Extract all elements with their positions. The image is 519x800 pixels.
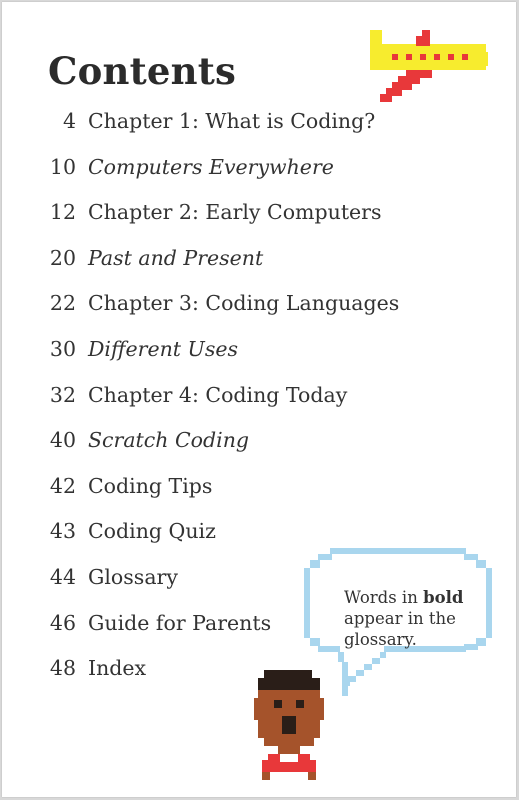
bubble-text-line1: Words in bbox=[344, 588, 424, 607]
toc-entry bbox=[2, 200, 422, 232]
toc-entry bbox=[2, 428, 422, 460]
toc-entry-label: Scratch Coding bbox=[88, 428, 250, 453]
toc-entry bbox=[2, 337, 422, 369]
toc-entry-label: Past and Present bbox=[88, 245, 264, 270]
toc-entry-label: Computers Everywhere bbox=[88, 154, 334, 179]
bubble-bold-word: bold bbox=[423, 588, 464, 607]
toc-page-number: 48 bbox=[49, 656, 76, 681]
toc-entry bbox=[2, 474, 422, 506]
toc-page-number: 32 bbox=[49, 382, 76, 407]
toc-page-number: 44 bbox=[49, 565, 76, 589]
toc-entry-label: Index bbox=[88, 656, 147, 681]
kid-character-icon bbox=[250, 670, 326, 782]
toc-page-number: 4 bbox=[62, 109, 76, 133]
toc-page-number: 40 bbox=[49, 428, 76, 453]
toc-entry-label: Guide for Parents bbox=[88, 610, 272, 635]
toc-entry bbox=[2, 155, 422, 187]
bubble-text-line2: appear in the bbox=[344, 609, 456, 628]
toc-entry bbox=[2, 246, 422, 278]
toc-entry-label: Coding Tips bbox=[88, 473, 213, 498]
toc-entry-label: Chapter 1: What is Coding? bbox=[88, 109, 376, 133]
toc-entry-label: Different Uses bbox=[88, 337, 238, 361]
toc-entry-label: Glossary bbox=[88, 565, 178, 589]
toc-page-number: 43 bbox=[49, 519, 76, 544]
airplane-icon bbox=[370, 30, 488, 105]
toc-entry bbox=[2, 109, 422, 141]
toc-entry-label: Chapter 4: Coding Today bbox=[88, 382, 348, 407]
book-page bbox=[2, 2, 516, 797]
toc-entry bbox=[2, 383, 422, 415]
toc-entry-label: Coding Quiz bbox=[88, 519, 216, 544]
toc-page-number: 46 bbox=[49, 610, 76, 635]
toc-page-number: 22 bbox=[49, 291, 76, 316]
toc-entry bbox=[2, 519, 422, 551]
toc-entry bbox=[2, 291, 422, 323]
bubble-text bbox=[344, 587, 494, 650]
page-title: Contents bbox=[48, 49, 237, 93]
toc-page-number: 42 bbox=[49, 473, 76, 498]
toc-page-number: 20 bbox=[49, 245, 76, 270]
toc-entry-label: Chapter 3: Coding Languages bbox=[88, 291, 400, 316]
bubble-text-line3: glossary. bbox=[344, 630, 417, 649]
toc-page-number: 30 bbox=[49, 337, 76, 361]
toc-page-number: 12 bbox=[49, 200, 76, 225]
toc-entry-label: Chapter 2: Early Computers bbox=[88, 200, 382, 225]
toc-page-number: 10 bbox=[49, 154, 76, 179]
